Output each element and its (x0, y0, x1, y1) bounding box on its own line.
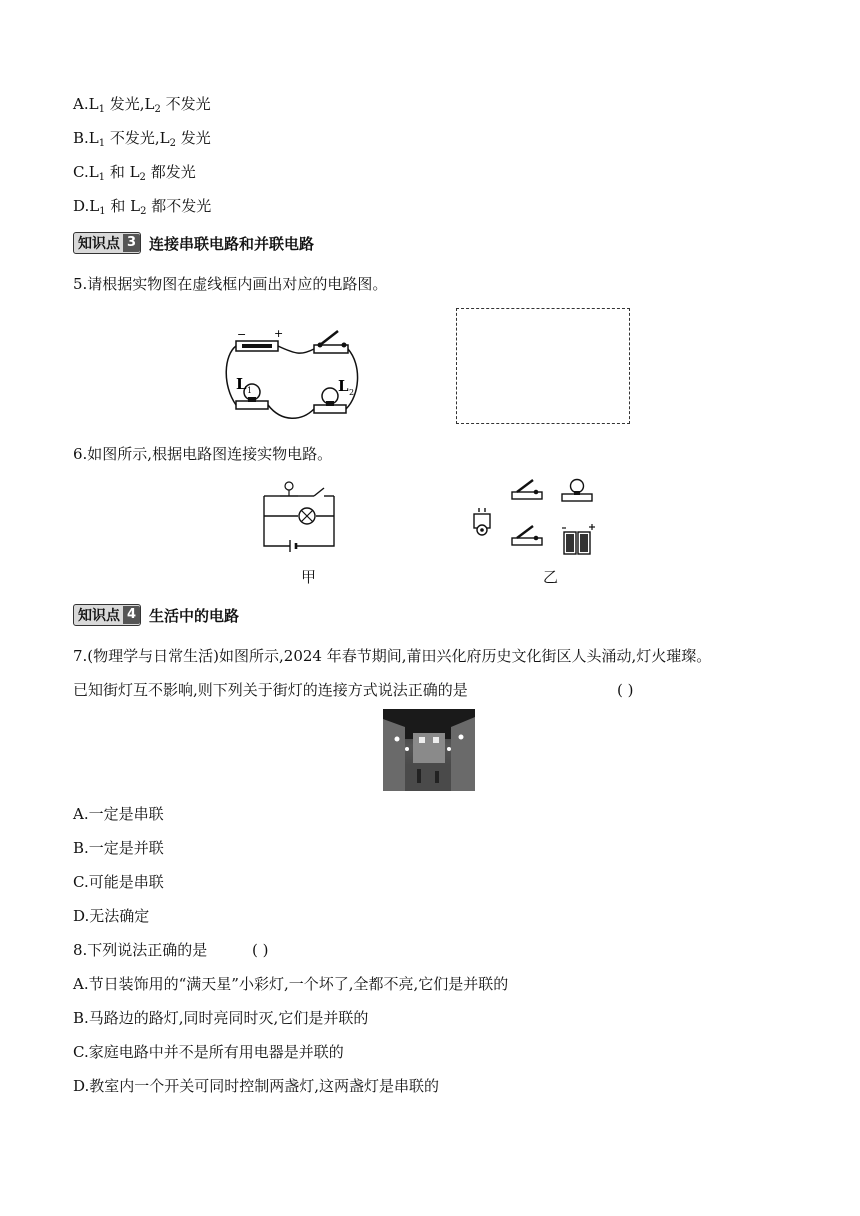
electric-bell-icon (474, 508, 490, 535)
q5-answer-dashed-box[interactable] (456, 308, 630, 424)
svg-text:−: − (237, 328, 247, 341)
svg-text:2: 2 (349, 388, 355, 397)
knowledge-point-badge: 知识点 4 (73, 604, 141, 626)
q4-option-b: $B.L_1$ 不发光$,L_2$ 发光 (73, 129, 211, 149)
switch-icon (314, 331, 348, 353)
q7-option-c: C.可能是串联 (73, 873, 164, 891)
lamp-icon (562, 480, 592, 502)
knowledge-point-4-header (73, 604, 239, 626)
q7-stem-line2: 已知街灯互不影响,则下列关于街灯的连接方式说法正确的是 (73, 681, 468, 699)
switch-icon (512, 526, 542, 545)
knowledge-point-title: 生活中的电路 (149, 606, 240, 625)
q7-option-d: D.无法确定 (73, 907, 150, 925)
q7-answer-paren: ( ) (617, 681, 634, 699)
svg-text:L: L (338, 377, 349, 395)
knowledge-point-title: 连接串联电路和并联电路 (149, 234, 315, 253)
switch-symbol (314, 488, 324, 496)
q8-stem: 8.下列说法正确的是 (73, 941, 208, 959)
q8-option-b: B.马路边的路灯,同时亮同时灭,它们是并联的 (73, 1009, 369, 1027)
knowledge-point-3-header (73, 232, 314, 254)
q8-option-c: C.家庭电路中并不是所有用电器是并联的 (73, 1043, 344, 1061)
q4-option-d: $D.L_1$ 和 $L_2$ 都不发光 (73, 197, 212, 217)
q5-physical-circuit-figure (222, 325, 362, 425)
q6-physical-components-yi (470, 476, 610, 560)
q8-option-a: A.节日装饰用的“满天星”小彩灯,一个坏了,全都不亮,它们是并联的 (73, 975, 509, 993)
street-lights-photo (383, 709, 475, 791)
svg-text:+: + (274, 327, 284, 340)
q7-option-a: A.一定是串联 (73, 805, 164, 823)
bell-push-icon (285, 482, 293, 490)
q6-circuit-diagram-jia (258, 476, 340, 556)
q8-option-d: D.教室内一个开关可同时控制两盏灯,这两盏灯是串联的 (73, 1077, 440, 1095)
q8-answer-paren: ( ) (252, 941, 269, 959)
q4-option-a: $A.L_1$ 发光$,L_2$ 不发光 (73, 95, 211, 115)
q6-stem: 6.如图所示,根据电路图连接实物电路。 (73, 445, 333, 463)
q7-stem-line1: 7.(物理学与日常生活)如图所示,2024 年春节期间,莆田兴化府历史文化街区人头涌动,灯火璀璨。 (73, 647, 712, 665)
q6-caption-yi: 乙 (543, 568, 559, 586)
svg-text:L: L (236, 375, 247, 393)
knowledge-point-badge: 知识点 3 (73, 232, 141, 254)
svg-text:1: 1 (247, 386, 253, 395)
switch-icon (512, 480, 542, 499)
q6-caption-jia: 甲 (301, 568, 317, 586)
q7-option-b: B.一定是并联 (73, 839, 164, 857)
q5-stem: 5.请根据实物图在虚线框内画出对应的电路图。 (73, 275, 388, 293)
battery-pack-icon (562, 524, 595, 554)
q4-option-c: $C.L_1$ 和 $L_2$ 都发光 (73, 163, 196, 183)
street-scene-image (383, 709, 475, 791)
